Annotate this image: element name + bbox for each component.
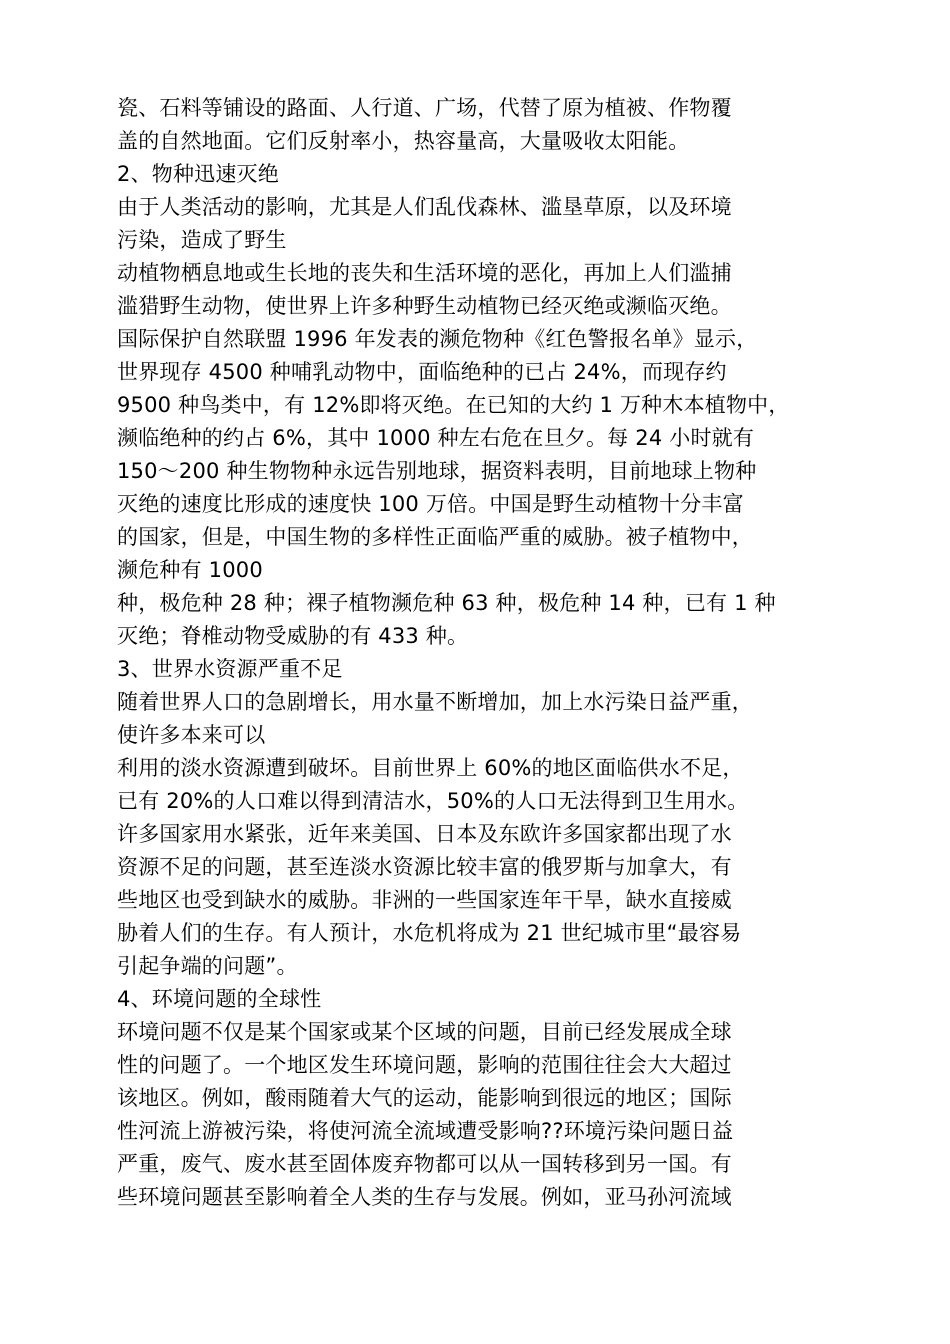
text-line: 灭绝的速度比形成的速度快 100 万倍。中国是野生动植物十分丰富 <box>117 492 744 516</box>
document-body <box>117 92 857 1214</box>
text-line: 些环境问题甚至影响着全人类的生存与发展。例如，亚马孙河流域 <box>117 1185 732 1209</box>
text-line: 性河流上游被污染，将使河流全流域遭受影响??环境污染问题日益 <box>117 1119 734 1143</box>
text-line: 的国家，但是，中国生物的多样性正面临严重的威胁。被子植物中， <box>117 525 753 549</box>
text-line: 胁着人们的生存。有人预计，水危机将成为 21 世纪城市里“最容易 <box>117 921 742 945</box>
text-line: 9500 种鸟类中，有 12%即将灭绝。在已知的大约 1 万种木本植物中， <box>117 393 790 417</box>
text-line: 种，极危种 28 种；裸子植物濒危种 63 种，极危种 14 种，已有 1 种 <box>117 591 776 615</box>
text-line: 濒临绝种的约占 6%，其中 1000 种左右危在旦夕。每 24 小时就有 <box>117 426 755 450</box>
text-line: 国际保护自然联盟 1996 年发表的濒危物种《红色警报名单》显示， <box>117 327 758 351</box>
text-line: 环境问题不仅是某个国家或某个区域的问题，目前已经发展成全球 <box>117 1020 732 1044</box>
text-line: 已有 20%的人口难以得到清洁水，50%的人口无法得到卫生用水。 <box>117 789 749 813</box>
text-line: 4、环境问题的全球性 <box>117 987 322 1011</box>
text-line: 引起争端的问题”。 <box>117 954 298 978</box>
text-line: 资源不足的问题，甚至连淡水资源比较丰富的俄罗斯与加拿大，有 <box>117 855 732 879</box>
text-line: 严重，废气、废水甚至固体废弃物都可以从一国转移到另一国。有 <box>117 1152 732 1176</box>
text-line: 该地区。例如，酸雨随着大气的运动，能影响到很远的地区；国际 <box>117 1086 732 1110</box>
text-line: 150～200 种生物物种永远告别地球，据资料表明，目前地球上物种 <box>117 459 757 483</box>
text-line: 世界现存 4500 种哺乳动物中，面临绝种的已占 24%，而现存约 <box>117 360 727 384</box>
text-line: 濒危种有 1000 <box>117 558 263 582</box>
text-line: 盖的自然地面。它们反射率小，热容量高，大量吸收太阳能。 <box>117 129 690 153</box>
text-line: 动植物栖息地或生长地的丧失和生活环境的恶化，再加上人们滥捕 <box>117 261 732 285</box>
text-line: 由于人类活动的影响，尤其是人们乱伐森林、滥垦草原，以及环境 <box>117 195 732 219</box>
text-line: 3、世界水资源严重不足 <box>117 657 343 681</box>
text-line: 瓷、石料等铺设的路面、人行道、广场，代替了原为植被、作物覆 <box>117 96 732 120</box>
text-line: 利用的淡水资源遭到破坏。目前世界上 60%的地区面临供水不足， <box>117 756 744 780</box>
text-line: 2、物种迅速灭绝 <box>117 162 279 186</box>
text-line: 灭绝；脊椎动物受威胁的有 433 种。 <box>117 624 469 648</box>
text-line: 滥猎野生动物，使世界上许多种野生动植物已经灭绝或濒临灭绝。 <box>117 294 732 318</box>
text-line: 随着世界人口的急剧增长，用水量不断增加，加上水污染日益严重， <box>117 690 753 714</box>
text-line: 使许多本来可以 <box>117 723 266 747</box>
text-line: 些地区也受到缺水的威胁。非洲的一些国家连年干旱，缺水直接威 <box>117 888 732 912</box>
text-line: 性的问题了。一个地区发生环境问题，影响的范围往往会大大超过 <box>117 1053 732 1077</box>
text-line: 许多国家用水紧张，近年来美国、日本及东欧许多国家都出现了水 <box>117 822 732 846</box>
text-line: 污染，造成了野生 <box>117 228 287 252</box>
